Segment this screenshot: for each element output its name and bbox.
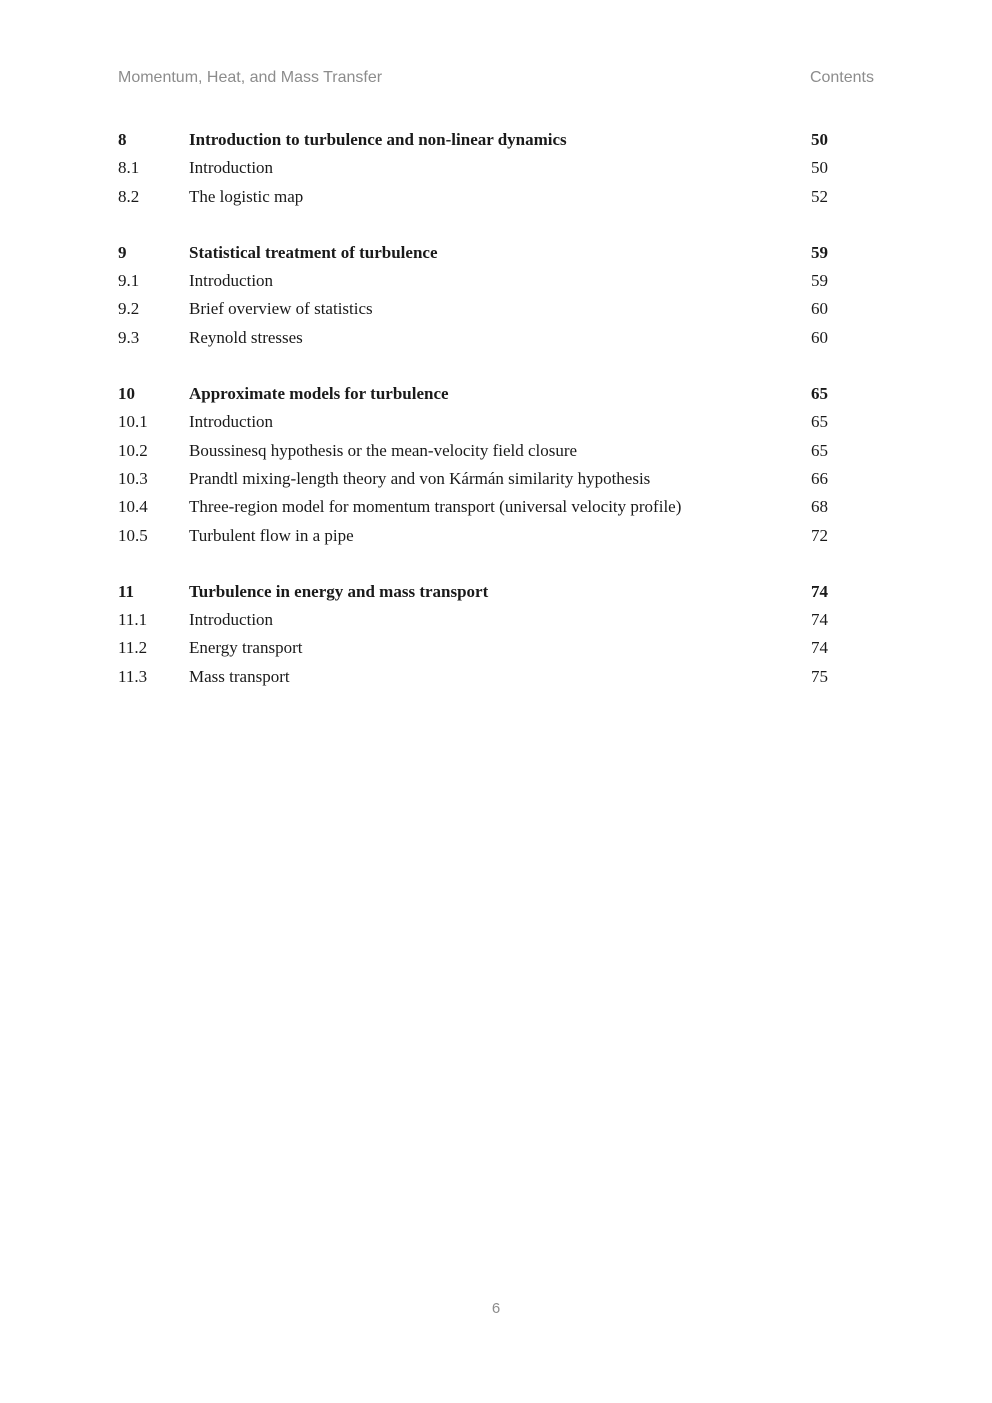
section-number: 11.1	[118, 610, 148, 630]
chapter-number: 8	[118, 130, 127, 149]
toc-section-entry[interactable]	[118, 324, 828, 352]
section-number: 10.4	[118, 497, 148, 517]
section-page: 59	[811, 271, 828, 291]
section-number: 9.3	[118, 327, 140, 347]
section-title: Three-region model for momentum transport (universal velocity profile)	[189, 497, 682, 517]
toc-section-entry[interactable]	[118, 267, 828, 295]
section-number: 9.2	[118, 299, 140, 319]
toc-section-entry[interactable]	[118, 154, 828, 182]
toc-section-entry[interactable]	[118, 493, 828, 521]
chapter-number: 11	[118, 581, 135, 601]
section-page: 66	[811, 468, 828, 488]
chapter-title: Approximate models for turbulence	[189, 384, 449, 404]
chapter-page: 65	[811, 384, 828, 404]
chapter-number: 9	[118, 242, 127, 262]
section-title: The logistic map	[189, 186, 304, 206]
section-page: 50	[811, 158, 828, 178]
section-title: Reynold stresses	[189, 327, 303, 347]
section-number: 10.2	[118, 440, 148, 460]
toc-section-entry[interactable]	[118, 183, 828, 211]
toc-chapter-8	[118, 126, 828, 211]
table-of-contents	[118, 126, 828, 719]
toc-section-entry[interactable]	[118, 437, 828, 465]
section-page: 60	[811, 299, 828, 319]
chapter-title: Turbulence in energy and mass transport	[189, 581, 489, 601]
chapter-page: 50	[811, 130, 828, 149]
section-number: 8.1	[118, 158, 140, 178]
section-title: Turbulent flow in a pipe	[189, 525, 354, 545]
section-title: Mass transport	[189, 666, 290, 686]
chapter-page: 74	[811, 581, 828, 601]
section-page: 60	[811, 327, 828, 347]
toc-section-entry[interactable]	[118, 465, 828, 493]
toc-section-entry[interactable]	[118, 408, 828, 436]
toc-chapter-entry[interactable]	[118, 578, 828, 606]
toc-chapter-entry[interactable]	[118, 239, 828, 267]
toc-chapter-10	[118, 380, 828, 550]
section-page: 72	[811, 525, 828, 545]
chapter-page: 59	[811, 242, 828, 262]
section-page: 65	[811, 440, 828, 460]
toc-section-entry[interactable]	[118, 606, 828, 634]
section-title: Energy transport	[189, 638, 303, 658]
toc-section-entry[interactable]	[118, 663, 828, 691]
toc-section-entry[interactable]	[118, 634, 828, 662]
section-name: Contents	[809, 69, 874, 86]
page-number: 6	[491, 1300, 501, 1317]
chapter-title: Introduction to turbulence and non-linear dynamics	[189, 130, 567, 149]
section-page: 74	[811, 610, 828, 630]
section-number: 10.3	[118, 468, 148, 488]
section-page: 74	[811, 638, 828, 658]
section-title: Introduction	[189, 412, 274, 432]
book-title: Momentum, Heat, and Mass Transfer	[118, 69, 383, 86]
section-page: 68	[811, 497, 828, 517]
toc-section-entry[interactable]	[118, 522, 828, 550]
running-header	[118, 69, 874, 91]
section-title: Boussinesq hypothesis or the mean-velocity field closure	[189, 440, 578, 460]
section-number: 10.5	[118, 525, 148, 545]
section-page: 65	[811, 412, 828, 432]
section-number: 9.1	[118, 271, 140, 291]
section-title: Brief overview of statistics	[189, 299, 373, 319]
section-page: 75	[811, 666, 828, 686]
toc-chapter-entry[interactable]	[118, 126, 828, 154]
toc-chapter-9	[118, 239, 828, 352]
section-page: 52	[811, 186, 828, 206]
toc-chapter-11	[118, 578, 828, 691]
section-title: Introduction	[189, 610, 274, 630]
section-number: 8.2	[118, 186, 140, 206]
chapter-number: 10	[118, 384, 135, 404]
section-title: Introduction	[189, 271, 274, 291]
section-number: 11.2	[118, 638, 148, 658]
chapter-title: Statistical treatment of turbulence	[189, 242, 438, 262]
section-number: 10.1	[118, 412, 148, 432]
section-title: Introduction	[189, 158, 274, 178]
toc-section-entry[interactable]	[118, 295, 828, 323]
toc-chapter-entry[interactable]	[118, 380, 828, 408]
section-number: 11.3	[118, 666, 148, 686]
section-title: Prandtl mixing-length theory and von Kármán similarity hypothesis	[189, 468, 651, 488]
